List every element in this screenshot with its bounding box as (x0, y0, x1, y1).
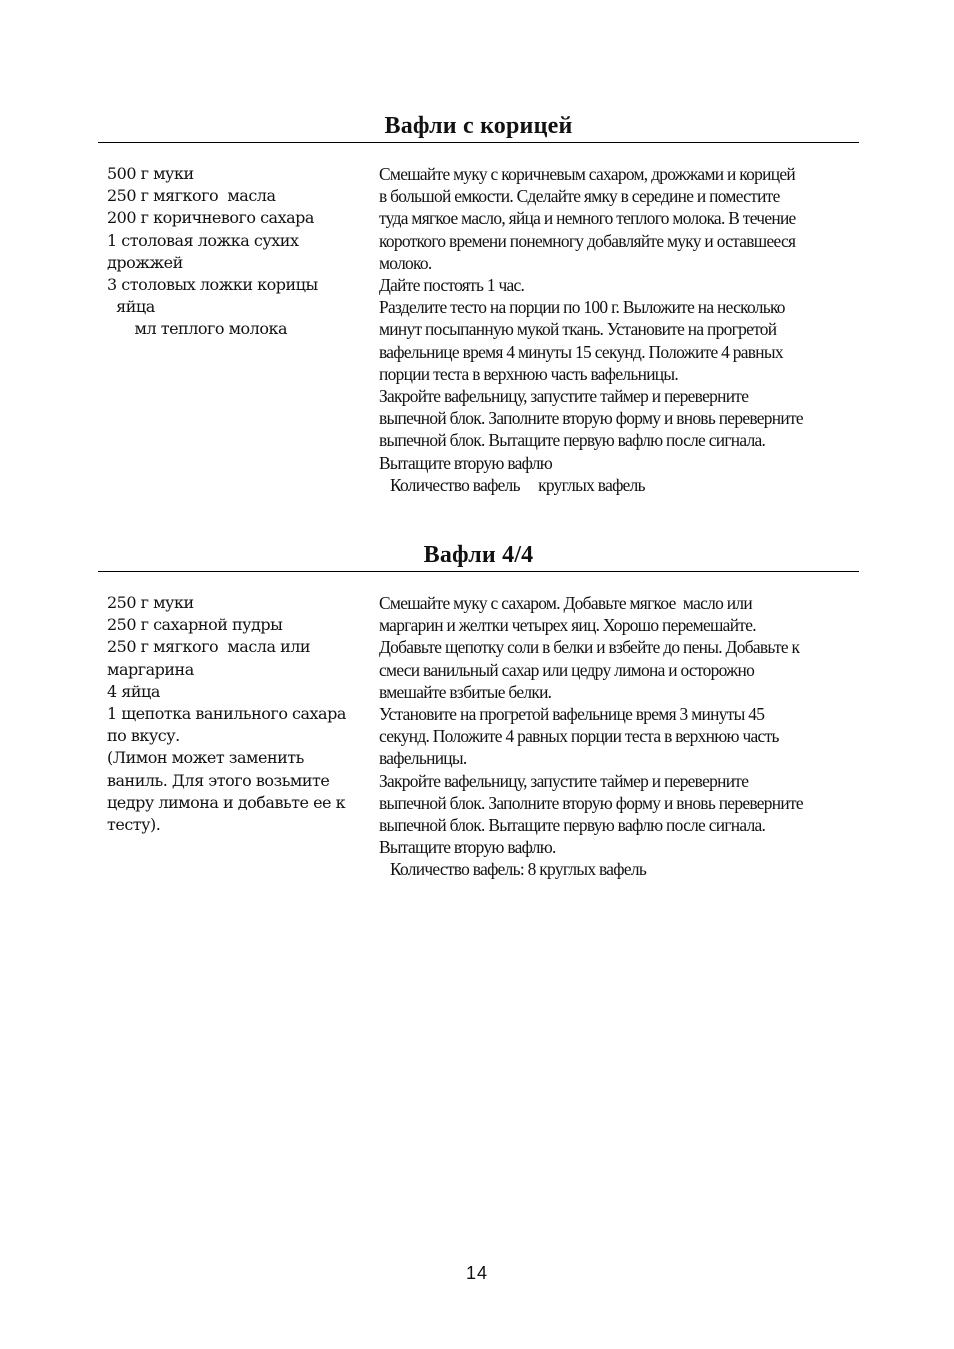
instructions (379, 592, 859, 881)
recipe-section-cinnamon (98, 112, 859, 495)
ingredient-line: 4 яйца (107, 681, 160, 701)
instruction-line: молоко. (379, 252, 432, 273)
instruction-line: Разделите тесто на порции по 100 г. Выложите на несколько (379, 297, 785, 318)
yield-line: Количество вафель круглых вафель (379, 474, 645, 495)
page-number: 14 (465, 1263, 489, 1283)
ingredient-line: дрожжей (107, 252, 183, 272)
ingredient-line: мл теплого молока (107, 319, 288, 339)
ingredient-line: 3 столовых ложки корицы (107, 275, 318, 295)
ingredient-line: (Лимон может заменить (107, 748, 304, 768)
recipe-title: Вафли 4/4 (98, 541, 859, 572)
yield-line: Количество вафель: 8 круглых вафель (379, 859, 647, 880)
instruction-line: вафельнице время 4 минуты 15 секунд. Положите 4 равных (379, 341, 783, 362)
ingredient-line: 250 г муки (107, 593, 194, 612)
instruction-line: Смешайте муку с сахаром. Добавьте мягкое масло или (379, 593, 752, 613)
instruction-line: в большой емкости. Сделайте ямку в середине и поместите (379, 186, 780, 207)
instruction-line: выпечной блок. Заполните вторую форму и вновь переверните (379, 792, 803, 813)
instruction-line: Вытащите вторую вафлю (379, 452, 553, 473)
ingredient-line: цедру лимона и добавьте ее к (107, 792, 346, 812)
instruction-line: маргарин и желтки четырех яиц. Хорошо перемешайте. (379, 615, 756, 636)
ingredient-line: тесту). (107, 815, 161, 835)
ingredient-line: по вкусу. (107, 726, 180, 746)
instruction-line: минут посыпанную мукой ткань. Установите на прогретой (379, 319, 777, 340)
ingredient-line: маргарина (107, 659, 194, 679)
instructions (379, 163, 859, 496)
instruction-line: смеси ванильный сахар или цедру лимона и осторожно (379, 659, 755, 680)
ingredient-line: 1 столовая ложка сухих (107, 230, 299, 250)
instruction-line: Смешайте муку с коричневым сахаром, дрожжами и корицей (379, 164, 795, 184)
recipe-section-4-4 (98, 541, 859, 880)
ingredient-line: 250 г мягкого масла (107, 186, 276, 206)
ingredient-line: 500 г муки (107, 164, 194, 183)
instruction-line: Вытащите вторую вафлю. (379, 837, 556, 858)
ingredient-line: 1 щепотка ванильного сахара (107, 704, 346, 724)
instruction-line: секунд. Положите 4 равных порции теста в верхнюю часть (379, 726, 779, 747)
recipe-title: Вафли с корицей (98, 112, 859, 143)
instruction-line: короткого времени понемногу добавляйте муку и оставшееся (379, 230, 796, 251)
instruction-line: порции теста в верхнюю часть вафельницы. (379, 363, 679, 384)
ingredient-line: 250 г сахарной пудры (107, 615, 283, 635)
instruction-line: туда мягкое масло, яйца и немного теплого молока. В течение (379, 208, 796, 229)
instruction-line: вафельницы. (379, 748, 467, 769)
instruction-line: Добавьте щепотку соли в белки и взбейте до пены. Добавьте к (379, 637, 800, 658)
ingredients-list (107, 163, 362, 341)
ingredient-line: 250 г мягкого масла или (107, 637, 311, 657)
instruction-line: Закройте вафельницу, запустите таймер и переверните (379, 386, 749, 407)
ingredient-line: яйца (107, 297, 155, 317)
instruction-line: Закройте вафельницу, запустите таймер и переверните (379, 770, 749, 791)
instruction-line: вмешайте взбитые белки. (379, 681, 552, 702)
ingredient-line: ваниль. Для этого возьмите (107, 770, 330, 790)
instruction-line: Установите на прогретой вафельнице время 3 минуты 45 (379, 704, 765, 725)
ingredient-line: 200 г коричневого сахара (107, 208, 314, 228)
instruction-line: выпечной блок. Вытащите первую вафлю после сигнала. (379, 430, 766, 451)
instruction-line: Дайте постоять 1 час. (379, 275, 525, 296)
instruction-line: выпечной блок. Вытащите первую вафлю после сигнала. (379, 815, 766, 836)
ingredients-list (107, 592, 362, 836)
instruction-line: выпечной блок. Заполните вторую форму и вновь переверните (379, 408, 803, 429)
